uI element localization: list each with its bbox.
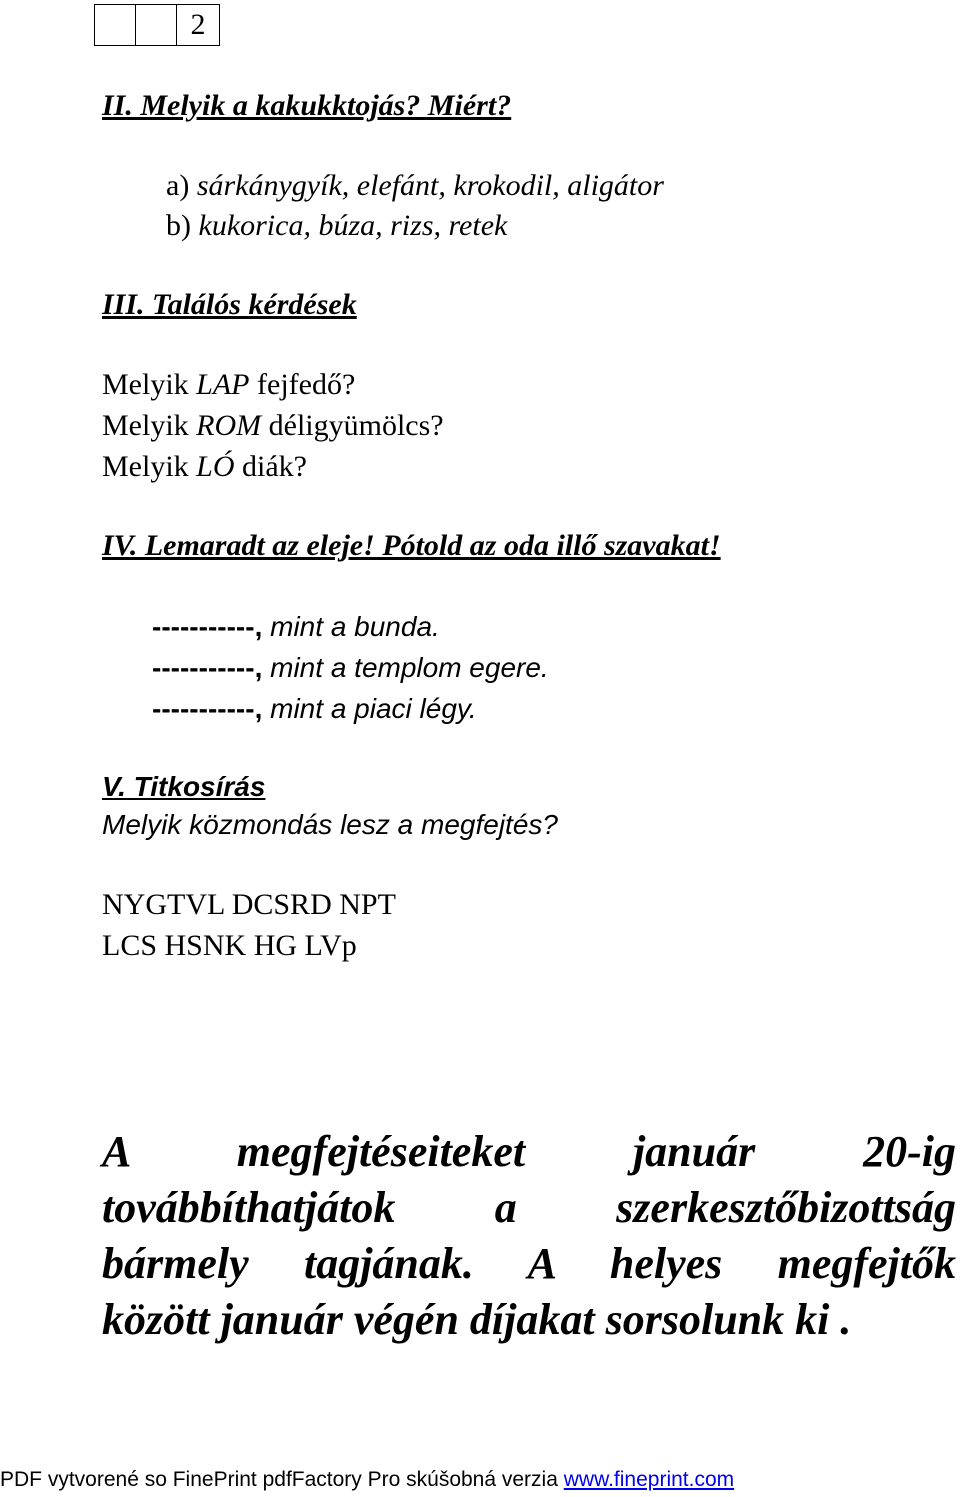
riddle-word: ROM: [196, 409, 262, 442]
riddle-prefix: Melyik: [102, 368, 197, 401]
closing-paragraph: [102, 1124, 956, 1348]
cipher-line: LCS HSNK HG LVp: [102, 929, 357, 962]
page-number-box: [94, 4, 220, 46]
closing-line: bármely tagjának. A helyes megfejtők: [102, 1239, 956, 1288]
riddle-suffix: déligyümölcs?: [261, 409, 444, 442]
pdf-footer: [0, 1466, 734, 1494]
blank: -----------,: [152, 611, 263, 642]
riddle-word: LAP: [196, 368, 250, 401]
riddle-suffix: fejfedő?: [249, 368, 356, 401]
page-number: 2: [190, 8, 206, 41]
fill-in-line: [152, 692, 477, 726]
fill-in-line: [152, 610, 440, 644]
section-5-question: Melyik közmondás lesz a megfejtés?: [102, 809, 558, 840]
section-5-title: V. Titkosírás: [102, 771, 266, 802]
list-item: [166, 168, 664, 204]
fill-in-line: [152, 651, 549, 685]
closing-line: A megfejtéseiteket január 20-ig: [102, 1127, 956, 1176]
blank: -----------,: [152, 652, 263, 683]
blank: -----------,: [152, 693, 263, 724]
riddle: [102, 367, 355, 403]
item-label: a): [166, 169, 190, 202]
footer-text: PDF vytvorené so FinePrint pdfFactory Pro skúšobná verzia: [0, 1468, 564, 1491]
section-4-title: IV. Lemaradt az eleje! Pótold az oda illő szavakat!: [102, 529, 721, 562]
simile: mint a templom egere.: [262, 652, 549, 683]
riddle-prefix: Melyik: [102, 450, 197, 483]
riddle-suffix: diák?: [234, 450, 307, 483]
closing-line: között január végén díjakat sorsolunk ki .: [102, 1295, 852, 1344]
section-3-title: III. Találós kérdések: [102, 288, 357, 321]
riddle: [102, 408, 444, 444]
riddle-word: LÓ: [196, 450, 235, 483]
item-label: b): [166, 209, 191, 242]
item-text: sárkánygyík, elefánt, krokodil, aligátor: [196, 169, 664, 202]
footer-link[interactable]: www.fineprint.com: [563, 1468, 735, 1491]
section-2-title: II. Melyik a kakukktojás? Miért?: [102, 89, 512, 122]
simile: mint a piaci légy.: [262, 693, 477, 724]
item-text: kukorica, búza, rizs, retek: [198, 209, 508, 242]
closing-line: továbbíthatjátok a szerkesztőbizottság: [102, 1183, 956, 1232]
page-number-cell-empty: [95, 5, 136, 45]
riddle-prefix: Melyik: [102, 409, 197, 442]
riddle: [102, 449, 307, 485]
simile: mint a bunda.: [262, 611, 440, 642]
list-item: [166, 208, 507, 244]
page-number-cell-empty: [136, 5, 177, 45]
cipher-line: NYGTVL DCSRD NPT: [102, 888, 396, 921]
